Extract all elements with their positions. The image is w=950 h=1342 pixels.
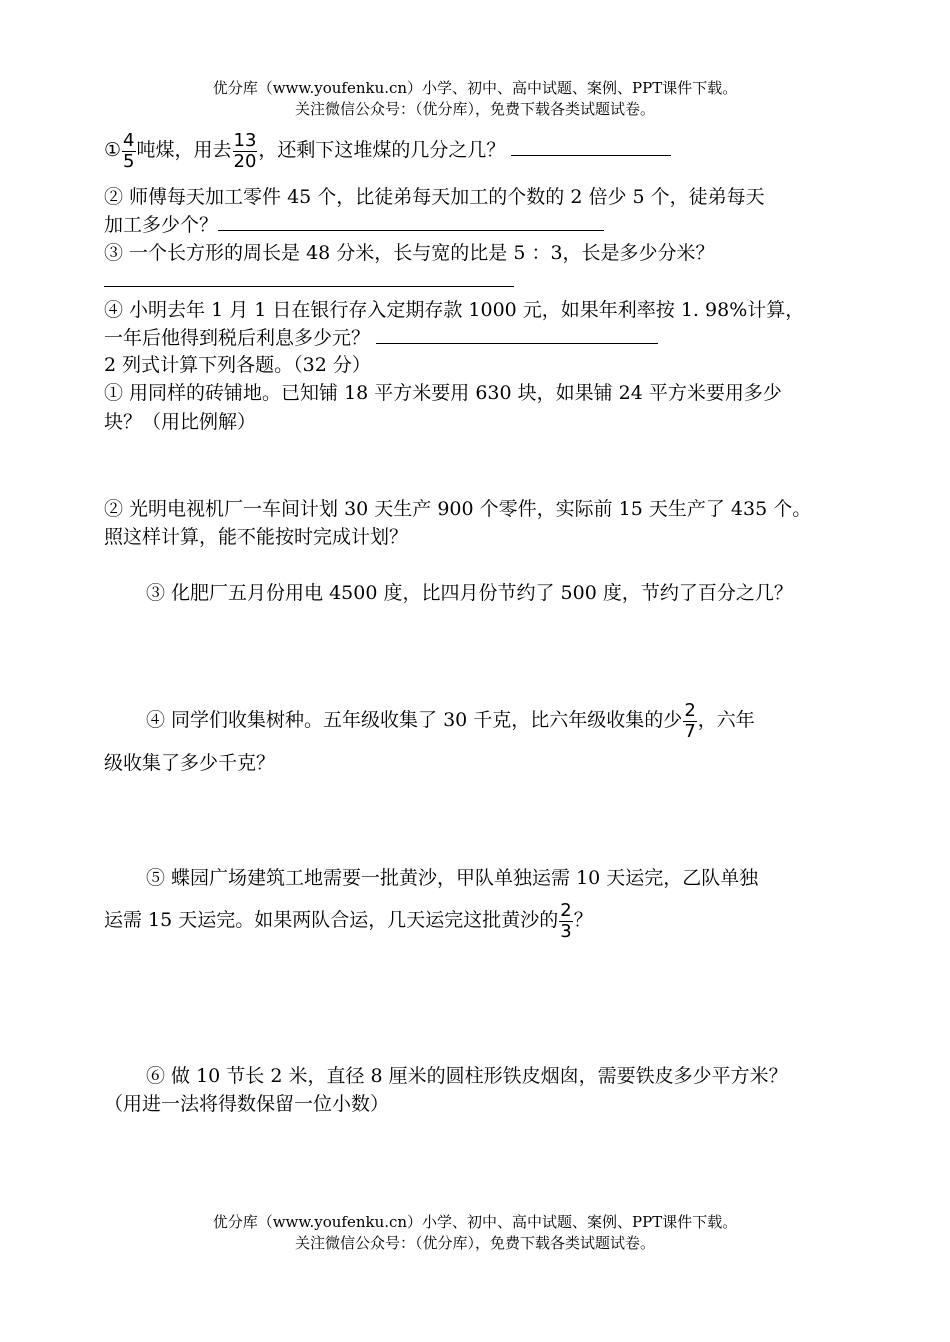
s2-q4-line2: 级收集了多少千克？ (104, 752, 276, 774)
footer-line-1: 优分库（www.youfenku.cn）小学、初中、高中试题、案例、PPT课件下载。 (212, 1213, 738, 1231)
fraction-2-3: $\frac{2}{3}$ (560, 899, 572, 942)
fraction-13-20: $\frac{13}{20}$ (233, 129, 257, 172)
s1-q2-line2 (104, 212, 864, 239)
s2-q5-text-b: ？ (573, 909, 593, 931)
s2-q1-line2: 块？（用比例解） (104, 411, 257, 433)
page-header (0, 78, 950, 120)
header-line-2: 关注微信公众号：（优分库），免费下载各类试题试卷。 (294, 100, 655, 118)
s1-q1-text-b: ，还剩下这堆煤的几分之几？ (258, 139, 506, 161)
s2-q4-line1 (146, 696, 906, 744)
s2-q5-line2 (104, 896, 864, 944)
s1-q1-mark: ① (104, 139, 122, 161)
s1-q4-line2 (104, 325, 864, 352)
s1-q3-line1: ③ 一个长方形的周长是 48 分米，长与宽的比是 5 ：3，长是多少分米？ (104, 242, 715, 264)
page-footer (0, 1212, 950, 1254)
s2-q6-line1: ⑥ 做 10 节长 2 米，直径 8 厘米的圆柱形铁皮烟囱，需要铁皮多少平方米？ (146, 1065, 788, 1087)
section2-title: 2 列式计算下列各题。（32 分） (104, 354, 371, 376)
s2-q3-line1: ③ 化肥厂五月份用电 4500 度，比四月份节约了 500 度，节约了百分之几？ (146, 582, 793, 604)
s2-q4-text-a: ④ 同学们收集树种。五年级收集了 30 千克，比六年级收集的少 (146, 709, 683, 731)
answer-blank[interactable] (104, 268, 514, 287)
fraction-2-7: $\frac{2}{7}$ (684, 699, 696, 742)
s2-q5-line1: ⑤ 蝶园广场建筑工地需要一批黄沙，甲队单独运需 10 天运完，乙队单独 (146, 867, 759, 889)
s2-q2-line1: ② 光明电视机厂一车间计划 30 天生产 900 个零件，实际前 15 天生产了 435 个。 (104, 498, 812, 520)
header-line-1: 优分库（www.youfenku.cn）小学、初中、高中试题、案例、PPT课件下载。 (212, 79, 738, 97)
fraction-4-5: $\frac{4}{5}$ (123, 129, 135, 172)
s1-q4-line1: ④ 小明去年 1 月 1 日在银行存入定期存款 1000 元，如果年利率按 1. 98%计算， (104, 299, 805, 321)
s1-q4-line2-text: 一年后他得到税后利息多少元？ (104, 327, 371, 349)
s1-q2-line2-text: 加工多少个？ (104, 214, 219, 236)
s1-q2-line1: ② 师傅每天加工零件 45 个，比徒弟每天加工的个数的 2 倍少 5 个，徒弟每天 (104, 186, 765, 208)
footer-line-2: 关注微信公众号：（优分库），免费下载各类试题试卷。 (294, 1234, 655, 1252)
answer-blank[interactable] (511, 137, 671, 156)
s2-q6-line2: （用进一法将得数保留一位小数） (104, 1093, 390, 1115)
s1-q3-answer-line (104, 268, 864, 295)
s2-q5-text-a: 运需 15 天运完。如果两队合运，几天运完这批黄沙的 (104, 909, 559, 931)
s1-q1-text-a: 吨煤，用去 (136, 139, 232, 161)
s1-q1 (104, 126, 864, 174)
s2-q4-text-b: ，六年 (697, 709, 755, 731)
answer-blank[interactable] (376, 325, 658, 344)
answer-blank[interactable] (218, 212, 604, 231)
s2-q1-line1: ① 用同样的砖铺地。已知铺 18 平方米要用 630 块，如果铺 24 平方米要用多少 (104, 382, 782, 404)
s2-q2-line2: 照这样计算，能不能按时完成计划？ (104, 526, 409, 548)
